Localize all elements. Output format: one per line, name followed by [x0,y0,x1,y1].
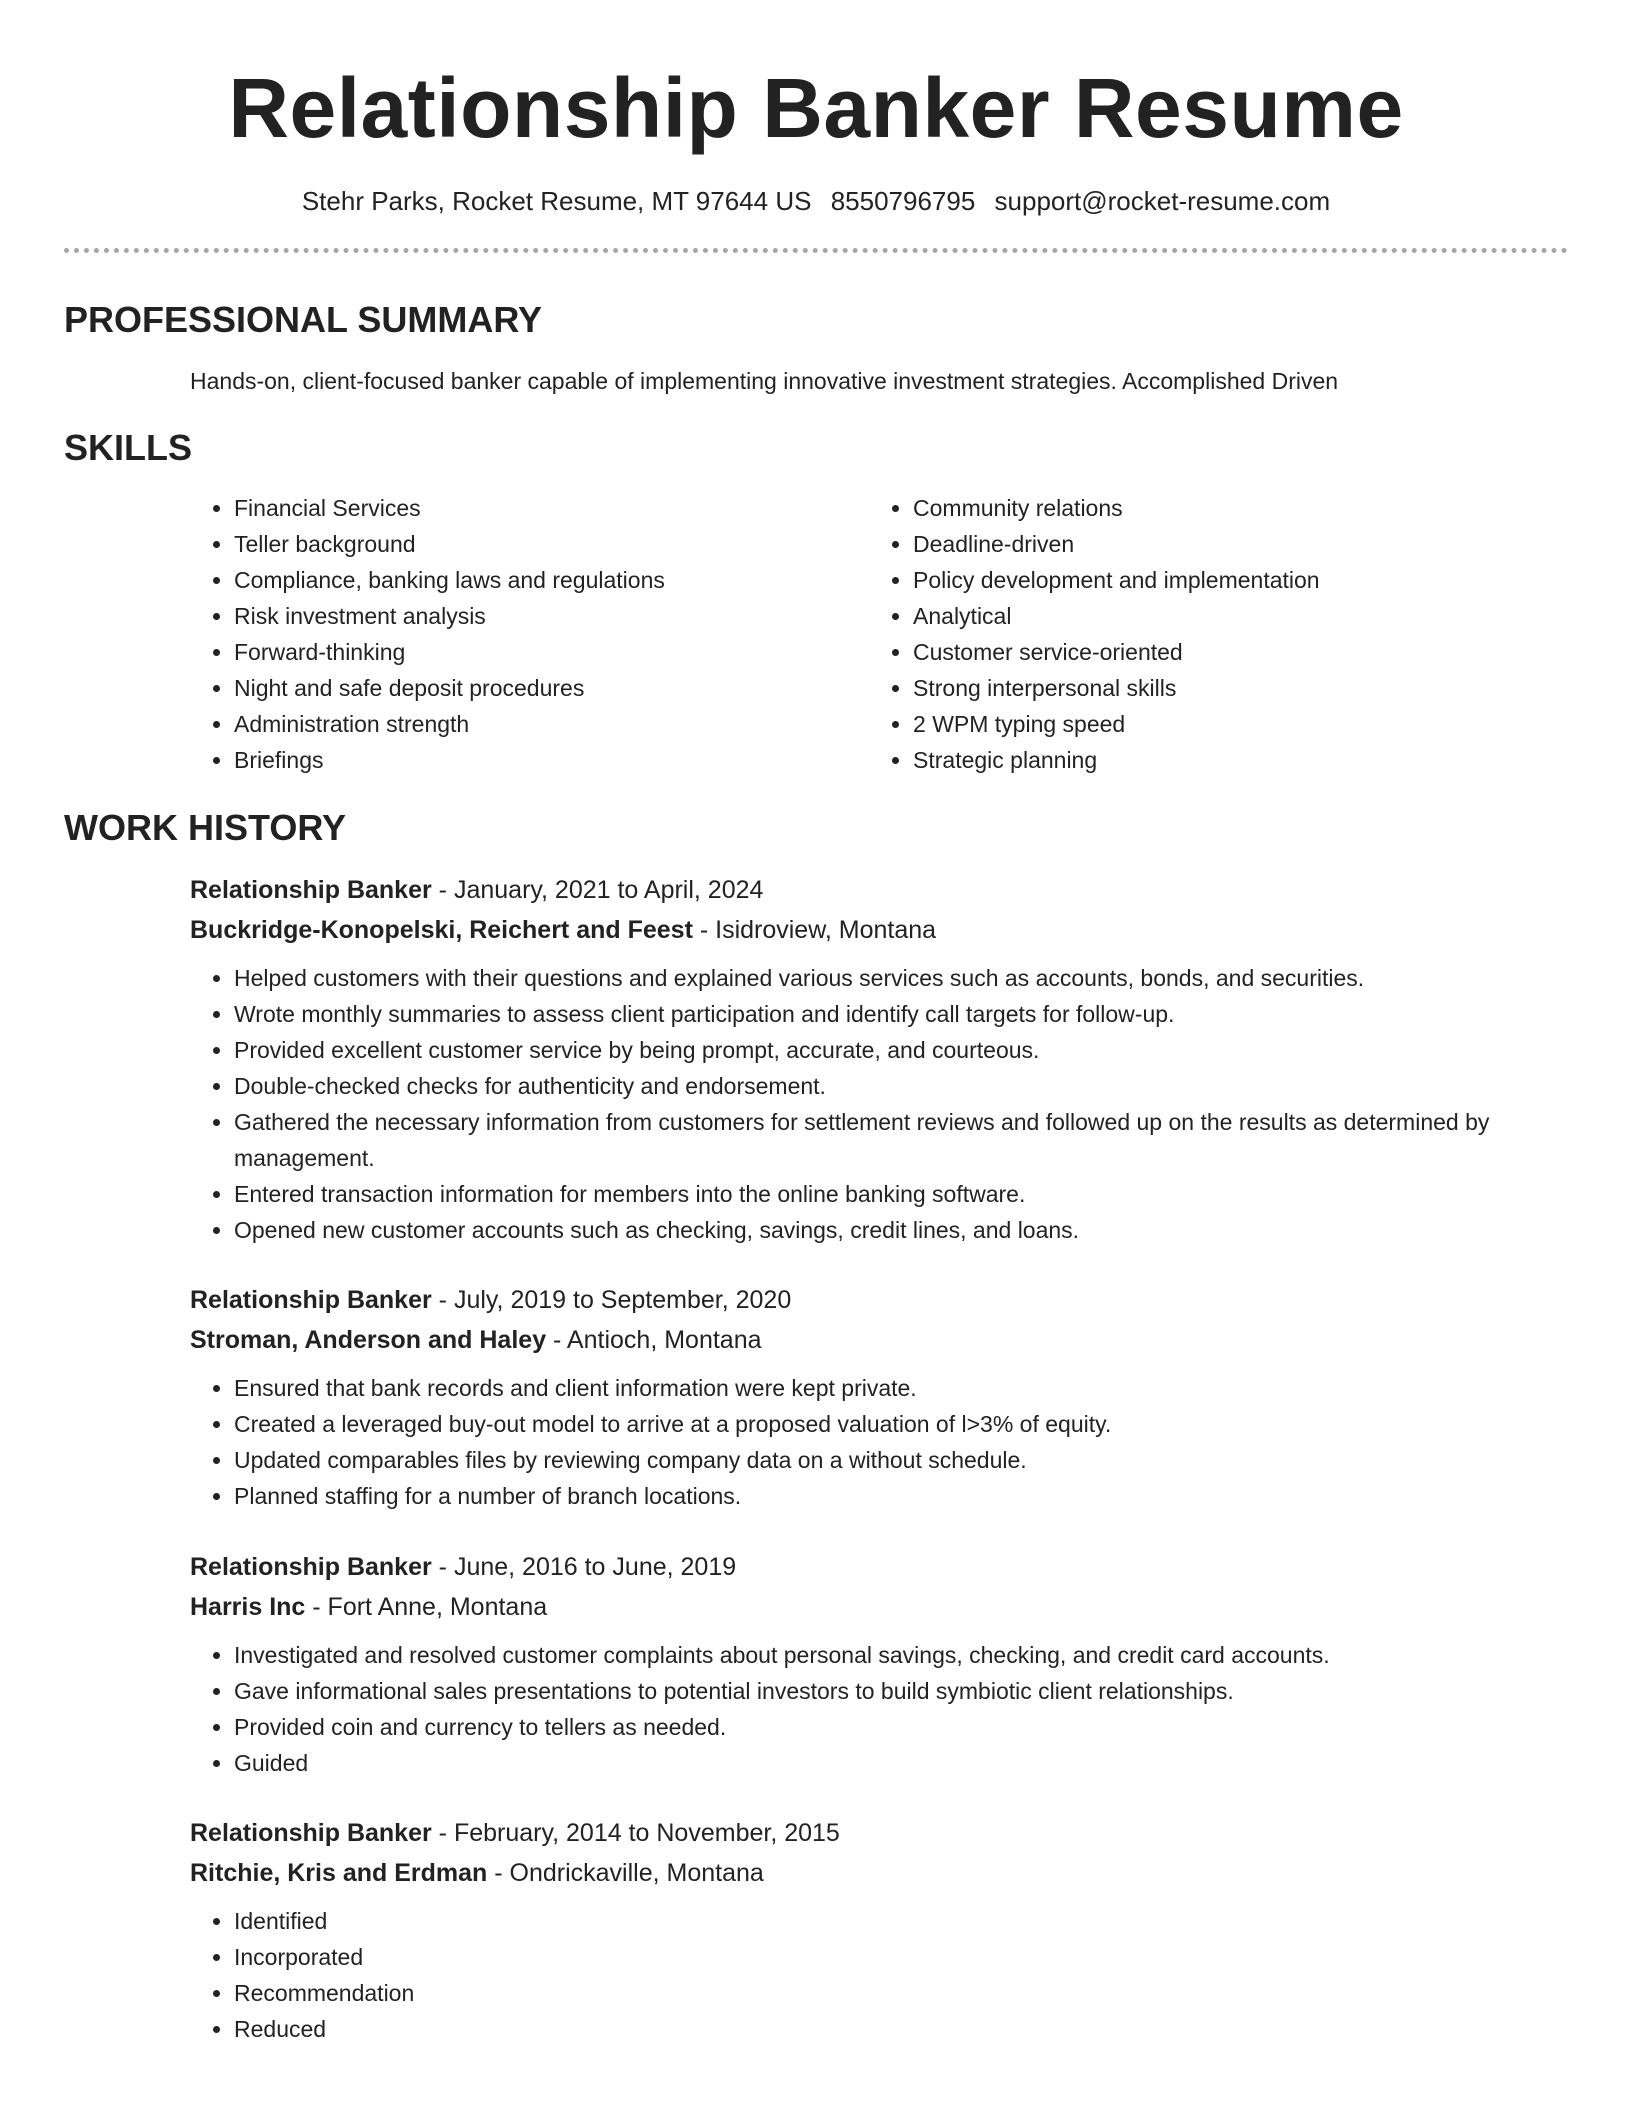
job-bullet: • Wrote monthly summaries to assess client participation and identify call targets for follow-up. [234,996,1568,1032]
job-entry [64,870,1568,1248]
job-title: Relationship Banker [190,1286,432,1314]
job-company-line [190,910,1568,950]
job-company: Buckridge-Konopelski, Reichert and Feest [190,916,693,944]
contact-address: Stehr Parks, Rocket Resume, MT 97644 US [301,186,812,216]
job-bullet: • Planned staffing for a number of branch locations. [234,1478,1568,1514]
job-bullet: • Updated comparables files by reviewing company data on a without schedule. [234,1442,1568,1478]
job-dates: - June, 2016 to June, 2019 [431,1553,737,1581]
job-bullets [190,1370,1568,1514]
job-bullet: • Gave informational sales presentations to potential investors to build symbiotic client relationships. [234,1673,1568,1709]
job-bullet: • Entered transaction information for members into the online banking software. [234,1176,1568,1212]
job-title-line [190,870,1568,910]
skill-item: • Night and safe deposit procedures [234,670,869,706]
job-bullets [190,1637,1568,1781]
skill-item: • 2 WPM typing speed [913,706,1568,742]
skill-item: • Strong interpersonal skills [913,670,1568,706]
job-company: Harris Inc [190,1593,306,1621]
skill-item: • Compliance, banking laws and regulations [234,562,869,598]
job-location: - Fort Anne, Montana [305,1593,548,1621]
job-company-line [190,1853,1568,1893]
job-company: Stroman, Anderson and Haley [190,1326,547,1354]
skill-item: • Briefings [234,742,869,778]
job-location: - Antioch, Montana [546,1326,762,1354]
job-bullet: • Provided coin and currency to tellers as needed. [234,1709,1568,1745]
job-bullet: • Opened new customer accounts such as checking, savings, credit lines, and loans. [234,1212,1568,1248]
job-title: Relationship Banker [190,876,432,904]
skill-item: • Customer service-oriented [913,634,1568,670]
skill-item: • Teller background [234,526,869,562]
job-bullet: • Recommendation [234,1975,1568,2011]
skill-item: • Forward-thinking [234,634,869,670]
job-bullet: • Reduced [234,2011,1568,2047]
job-bullet: • Guided [234,1745,1568,1781]
job-title-line [190,1280,1568,1320]
job-bullets [190,960,1568,1248]
skills-list-left [190,490,869,778]
job-bullet: • Ensured that bank records and client information were kept private. [234,1370,1568,1406]
skill-item: • Financial Services [234,490,869,526]
job-title-line [190,1813,1568,1853]
job-bullet: • Investigated and resolved customer complaints about personal savings, checking, and credit card accounts. [234,1637,1568,1673]
job-bullet: • Provided excellent customer service by being prompt, accurate, and courteous. [234,1032,1568,1068]
job-entry [64,1547,1568,1781]
job-bullets [190,1903,1568,2047]
job-bullet: • Double-checked checks for authenticity and endorsement. [234,1068,1568,1104]
job-location: - Ondrickaville, Montana [487,1859,764,1887]
summary-text: Hands-on, client-focused banker capable of implementing innovative investment strategies. Accomplished Driven [190,368,1339,394]
summary-heading: PROFESSIONAL SUMMARY [64,299,543,340]
job-entry [64,1280,1568,1514]
skills-list-right [869,490,1568,778]
job-bullet: • Created a leveraged buy-out model to arrive at a proposed valuation of l>3% of equity. [234,1406,1568,1442]
skills-columns [64,490,1568,778]
job-dates: - February, 2014 to November, 2015 [431,1819,840,1847]
job-dates: - July, 2019 to September, 2020 [431,1286,792,1314]
work-history-heading: WORK HISTORY [64,807,347,848]
skill-item: • Deadline-driven [913,526,1568,562]
job-bullet: • Incorporated [234,1939,1568,1975]
job-bullet: • Helped customers with their questions and explained various services such as accounts, bonds, and securities. [234,960,1568,996]
skill-item: • Policy development and implementation [913,562,1568,598]
job-location: - Isidroview, Montana [692,916,937,944]
job-company: Ritchie, Kris and Erdman [190,1859,488,1887]
job-company-line [190,1587,1568,1627]
header-divider [64,248,1568,253]
skill-item: • Risk investment analysis [234,598,869,634]
job-bullet: • Gathered the necessary information from customers for settlement reviews and followed up on the results as determined by management. [234,1104,1568,1176]
skill-item: • Strategic planning [913,742,1568,778]
job-title: Relationship Banker [190,1553,432,1581]
job-title: Relationship Banker [190,1819,432,1847]
job-bullet: • Identified [234,1903,1568,1939]
skill-item: • Analytical [913,598,1568,634]
contact-line [64,184,1568,218]
contact-email: support@rocket-resume.com [994,186,1331,216]
job-company-line [190,1320,1568,1360]
skill-item: • Administration strength [234,706,869,742]
job-dates: - January, 2021 to April, 2024 [431,876,764,904]
skill-item: • Community relations [913,490,1568,526]
resume-title: Relationship Banker Resume [228,61,1404,155]
skills-heading: SKILLS [64,427,193,468]
job-entry [64,1813,1568,2047]
job-title-line [190,1547,1568,1587]
contact-phone: 8550796795 [830,186,976,216]
